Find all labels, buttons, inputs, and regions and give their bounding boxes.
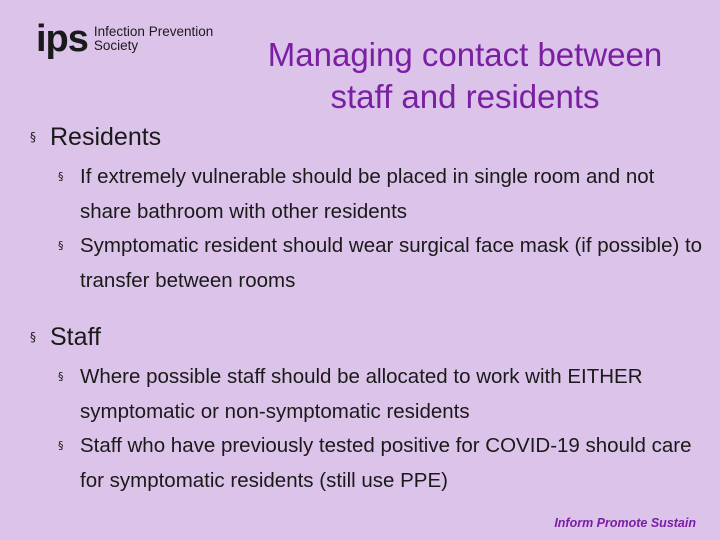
footer-tagline: Inform Promote Sustain bbox=[554, 516, 696, 530]
section-heading bbox=[30, 118, 710, 160]
ips-logo-mark: ips bbox=[36, 18, 88, 60]
ips-logo bbox=[36, 20, 213, 58]
list-item bbox=[58, 360, 710, 429]
bullet-list bbox=[30, 160, 710, 298]
title-line-2: staff and residents bbox=[330, 78, 600, 115]
section-staff bbox=[30, 318, 710, 498]
bullet-icon: § bbox=[30, 130, 36, 144]
list-item-text: Staff who have previously tested positive for COVID-19 should care for symptomatic residents (still use PPE) bbox=[80, 434, 692, 492]
slide-title bbox=[210, 34, 720, 118]
bullet-icon: § bbox=[30, 330, 36, 344]
bullet-icon: § bbox=[58, 370, 64, 383]
section-heading-text: Staff bbox=[50, 323, 101, 351]
list-item bbox=[58, 160, 710, 229]
slide-content bbox=[30, 118, 710, 518]
bullet-list bbox=[30, 360, 710, 498]
logo-line-2: Society bbox=[93, 38, 139, 53]
list-item-text: Where possible staff should be allocated to work with EITHER symptomatic or non-symptomatic residents bbox=[80, 365, 643, 423]
list-item-text: Symptomatic resident should wear surgical face mask (if possible) to transfer between rooms bbox=[80, 234, 703, 292]
section-heading-text: Residents bbox=[50, 123, 162, 151]
bullet-icon: § bbox=[58, 439, 64, 452]
logo-line-1: Infection Prevention bbox=[93, 24, 214, 39]
section-residents bbox=[30, 118, 710, 298]
ips-logo-text bbox=[94, 25, 213, 53]
list-item bbox=[58, 229, 710, 298]
section-heading bbox=[30, 318, 710, 360]
list-item-text: If extremely vulnerable should be placed in single room and not share bathroom with other residents bbox=[80, 165, 655, 223]
bullet-icon: § bbox=[58, 170, 64, 183]
list-item bbox=[58, 429, 710, 498]
bullet-icon: § bbox=[58, 239, 64, 252]
title-line-1: Managing contact between bbox=[267, 36, 663, 73]
